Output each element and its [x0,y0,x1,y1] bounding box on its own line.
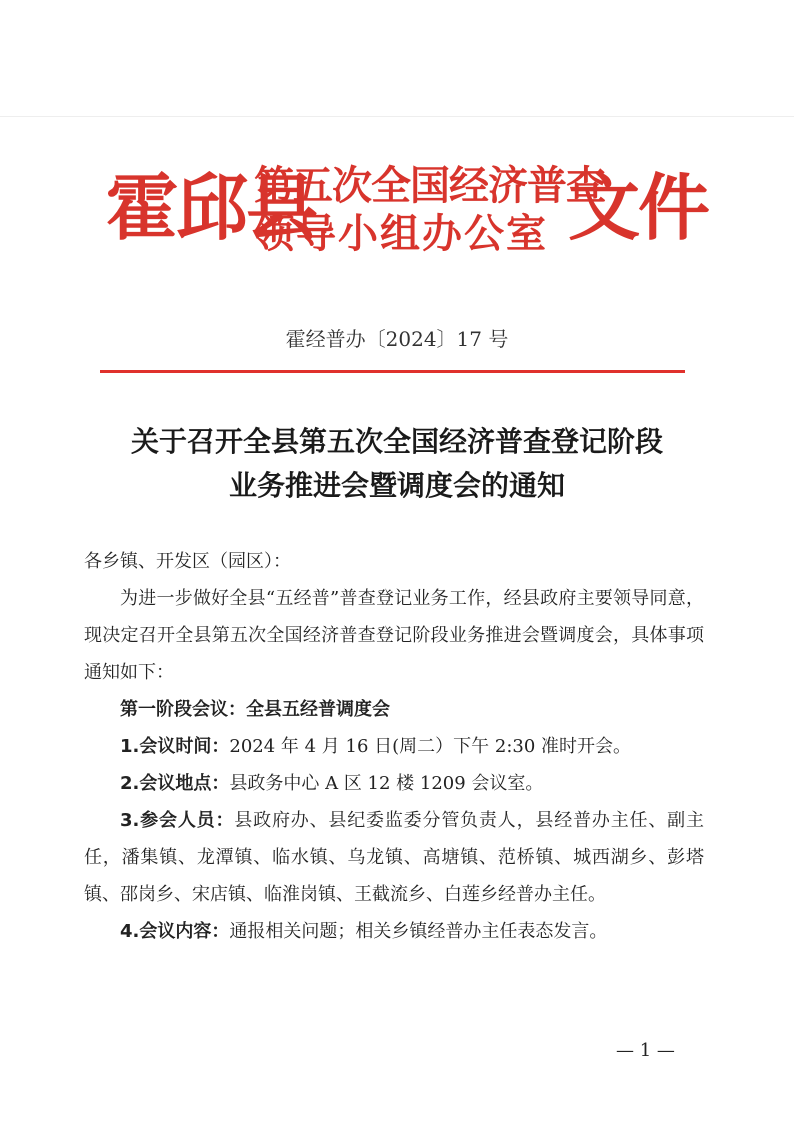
scan-edge-line [0,116,794,117]
attendees-text: 县政府办、县纪委监委分管负责人，县经普办主任、副主任，潘集镇、龙潭镇、临水镇、乌龙镇、高塘镇、范桥镇、城西湖乡、彭塔镇、邵岗乡、宋店镇、临淮岗镇、王截流乡、白莲乡经普办主任。 [84,810,704,905]
letterhead [106,158,709,278]
meeting-content-text: 通报相关问题；相关乡镇经普办主任表态发言。 [229,921,608,942]
meeting-place-label: 2.会议地点： [120,773,230,794]
letterhead-document: 文件 [568,165,709,250]
meeting-time-item [84,728,704,765]
meeting-content-label: 4.会议内容： [120,921,230,942]
red-divider-line [100,370,685,373]
meeting-time-label: 1.会议时间： [120,736,230,757]
letterhead-county: 霍邱县 [106,165,317,250]
meeting-place-text: 县政务中心 A 区 12 楼 1209 会议室。 [229,773,544,794]
page-number: — 1 — [616,1040,675,1061]
meeting-time-text: 2024 年 4 月 16 日(周二）下午 2:30 准时开会。 [229,736,632,757]
attendees-item [84,802,704,913]
stage-1-heading: 第一阶段会议：全县五经普调度会 [120,699,390,720]
document-title [0,420,794,508]
title-line-1: 关于召开全县第五次全国经济普查登记阶段 [130,425,663,458]
letterhead-line-1: 第五次全国经济普查 [254,162,605,209]
intro-paragraph: 为进一步做好全县“五经普”普查登记业务工作，经县政府主要领导同意，现决定召开全县第五次全国经济普查登记阶段业务推进会暨调度会，具体事项通知如下： [84,588,704,683]
document-body [84,543,704,950]
meeting-content-item [84,913,704,950]
attendees-label: 3.参会人员： [120,810,235,831]
letterhead-line-2: 领导小组办公室 [254,210,548,257]
salutation: 各乡镇、开发区（园区）： [84,551,291,572]
title-line-2: 业务推进会暨调度会的通知 [228,469,565,502]
document-number: 霍经普办〔2024〕17 号 [285,327,509,351]
meeting-place-item [84,765,704,802]
